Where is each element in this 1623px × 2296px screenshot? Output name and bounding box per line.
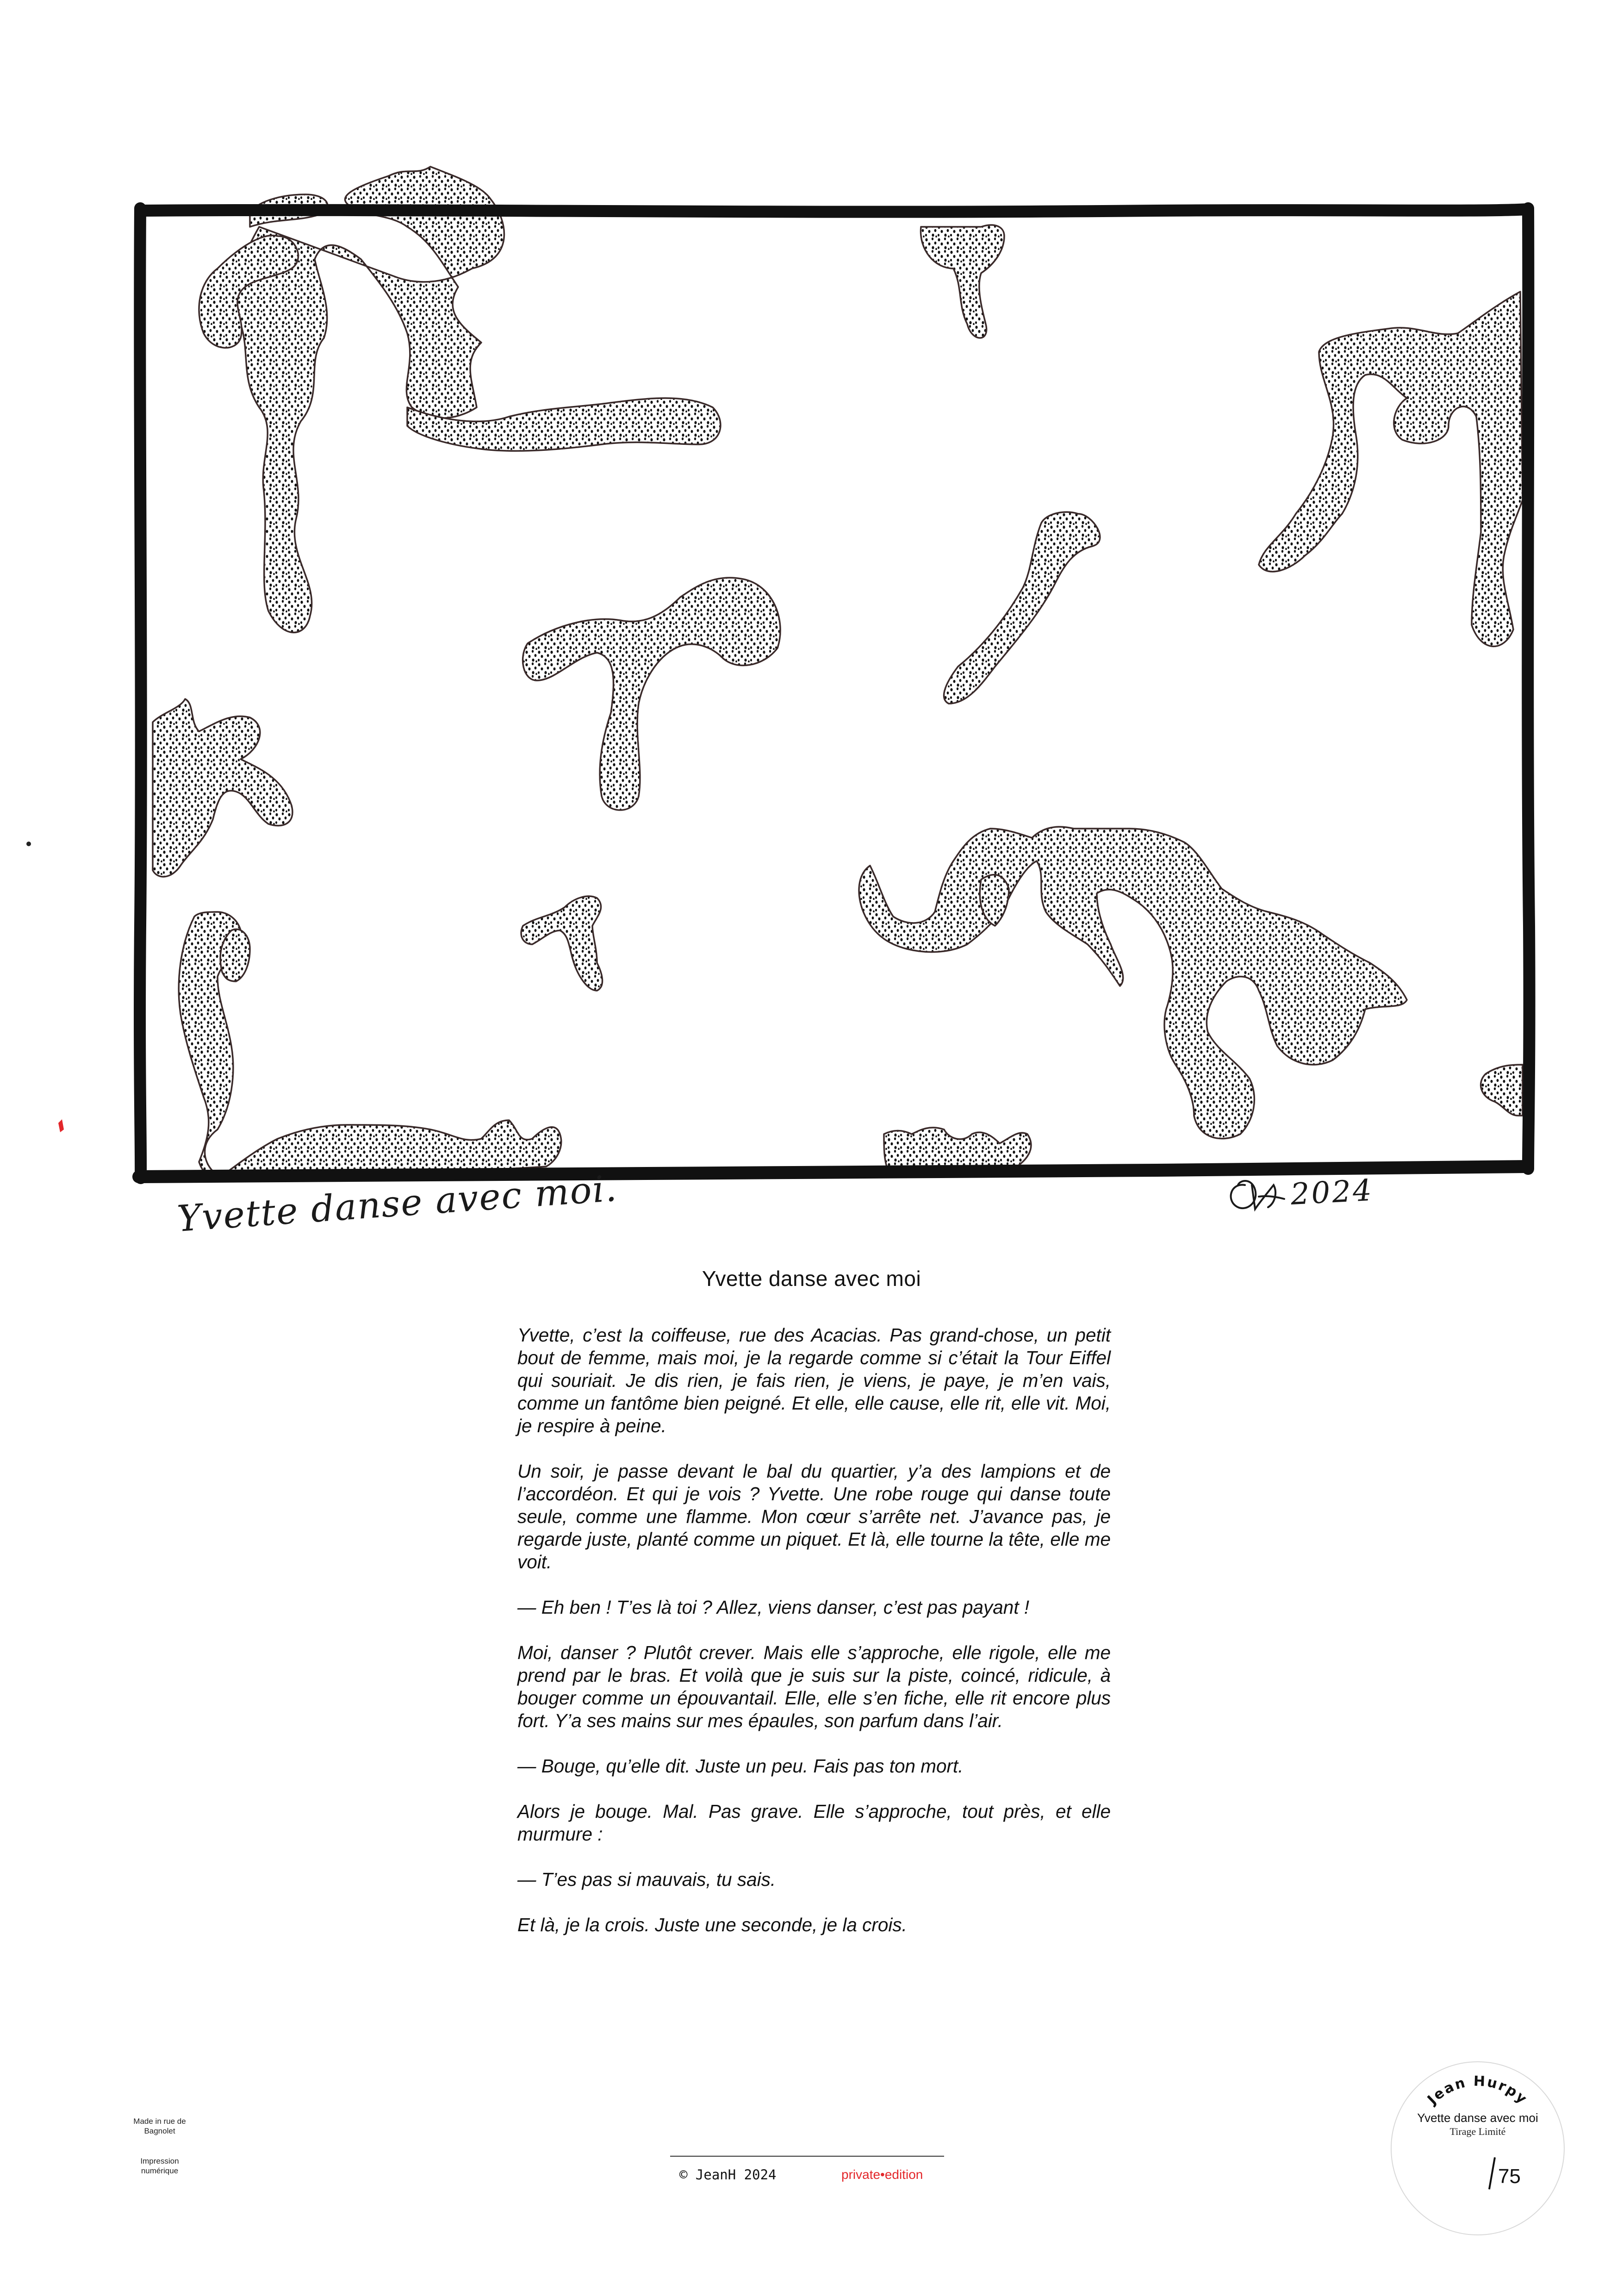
printing-label: Impression numérique (140, 2157, 179, 2175)
badge-edition-note: Tirage Limité (1449, 2126, 1506, 2137)
story-dialogue: — Eh ben ! T’es là toi ? Allez, viens danser, c’est pas payant ! (517, 1597, 1030, 1618)
blob-bottom-center (884, 1128, 1031, 1171)
blob-bottom-right-large (859, 827, 1407, 1139)
story-dialogue: — T’es pas si mauvais, tu sais. (517, 1869, 776, 1890)
svg-text:Jean Hurpy (1424, 2073, 1530, 2109)
story-paragraph: Alors je bouge. Mal. Pas grave. Elle s’approche, tout près, et elle murmure : (517, 1801, 1111, 1845)
artist-name: Jean Hurpy (1424, 2073, 1531, 2108)
stippled-blobs (153, 167, 1523, 1178)
edition-label: private•edition (841, 2167, 923, 2182)
story-paragraph: Moi, danser ? Plutôt crever. Mais elle s’approche, elle rigole, elle me prend par le bras. Et voilà que je suis sur la piste, coincé, ridicule, à bouger comme un épouvantail. Elle, elle s’en fiche, elle rit encore plus fort. Y’a ses mains sur mes épaules, son parfum dans l’air. (517, 1642, 1111, 1731)
blob-top-center-drip (921, 225, 1004, 338)
blob-left-edge (153, 699, 292, 877)
stray-dot (26, 842, 31, 846)
story-paragraph: Un soir, je passe devant le bal du quartier, y’a des lampions et de l’accordéon. Et qui je vois ? Yvette. Une robe rouge qui danse toute seule, comme une flamme. Mon cœur s’arrête net. J’avance pas, je regarde juste, planté comme un piquet. Et là, elle tourne la tête, elle me voit. (517, 1460, 1111, 1572)
signature-monogram (1231, 1181, 1284, 1209)
blob-small-center-left (521, 896, 602, 991)
red-ink-mark (58, 1119, 64, 1132)
footer-divider (670, 2156, 944, 2157)
signature-year: 2024 (1289, 1173, 1374, 1212)
story-paragraph: Et là, je la crois. Juste une seconde, je la crois. (517, 1914, 907, 1935)
artist-name-arc (1392, 2062, 1564, 2234)
blob-center-t (523, 578, 780, 810)
handwritten-caption: Yvette danse avec moi. (176, 1167, 619, 1240)
edition-number: 75 (1498, 2165, 1521, 2188)
story-paragraph: Yvette, c’est la coiffeuse, rue des Acacias. Pas grand-chose, un petit bout de femme, mais moi, je la regarde comme si c’était la Tour Eiffel qui souriait. Je dis rien, je fais rien, je viens, je paye, je m’en vais, comme un fantôme bien peigné. Et elle, elle cause, elle rit, elle vit. Moi, je respire à peine. (517, 1324, 1111, 1436)
story-dialogue: — Bouge, qu’elle dit. Juste un peu. Fais pas ton mort. (517, 1755, 964, 1777)
page-title: Yvette danse avec moi (702, 1267, 921, 1291)
story-text (517, 1324, 1111, 1959)
badge-work-title: Yvette danse avec moi (1417, 2111, 1538, 2125)
copyright-notice: © JeanH 2024 (679, 2167, 777, 2183)
made-in-label: Made in rue de Bagnolet (133, 2117, 186, 2135)
edition-badge (1391, 2061, 1565, 2235)
blob-right-edge-small (1481, 1065, 1523, 1116)
blob-top-right (1259, 292, 1523, 646)
blob-center-stick (944, 512, 1100, 704)
